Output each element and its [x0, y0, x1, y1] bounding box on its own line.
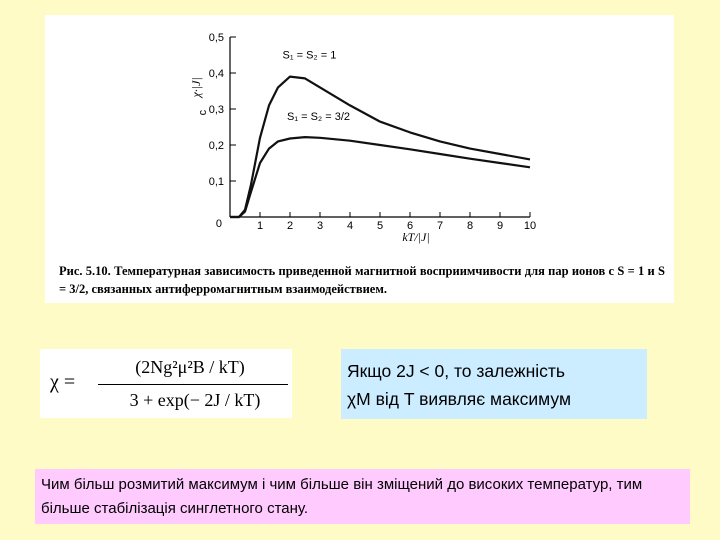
y-tick-label: 0,1 — [208, 176, 224, 188]
x-tick-label: 1 — [256, 220, 264, 232]
x-tick-label: 4 — [346, 220, 354, 232]
info-line-1: Якщо 2J < 0, то залежність — [347, 361, 566, 381]
formula-numerator: (2Ng²μ²B / kT) — [135, 357, 245, 377]
formula-box — [40, 349, 292, 418]
y-axis-subscript: c — [197, 109, 209, 116]
y-axis-title: χ·|J| — [189, 77, 203, 98]
info-line-2: χM від T виявляє максимум — [347, 389, 571, 409]
x-tick-label: 3 — [316, 220, 324, 232]
formula-lhs: χ = — [50, 371, 76, 393]
info-box — [341, 349, 647, 419]
x-tick-label: 6 — [406, 220, 414, 232]
series-label: S₁ = S₂ = 1 — [282, 49, 337, 62]
x-tick-label: 2 — [286, 220, 294, 232]
x-tick-label: 7 — [436, 220, 444, 232]
fraction-bar — [98, 384, 288, 385]
figure-panel — [45, 15, 674, 303]
y-tick-label: 0,4 — [208, 68, 224, 80]
y-tick-label: 0,2 — [208, 140, 224, 152]
formula-denominator: 3 + exp(− 2J / kT) — [129, 390, 261, 410]
series-line — [230, 77, 530, 217]
conclusion-text: Чим більш розмитий максимум і чим більше він зміщений до високих температур, тим більше стабілізація синглетного стану. — [41, 476, 643, 517]
x-axis-title: kT/|J| — [402, 230, 430, 244]
susceptibility-chart — [45, 15, 674, 303]
series-line — [230, 137, 530, 217]
conclusion-box — [35, 469, 690, 524]
y-tick-label: 0,5 — [208, 32, 224, 44]
figure-caption: Рис. 5.10. Температурная зависимость приведенной магнитной восприимчивости для пар ионов с S = 1 и S = 3/2, связанных антиферромагнитным взаимодействием. — [59, 264, 665, 296]
x-tick-label: 9 — [496, 220, 504, 232]
x-tick-label: 5 — [376, 220, 384, 232]
y-tick-label: 0,3 — [208, 104, 224, 116]
x-tick-label: 10 — [523, 220, 537, 232]
series-label: S₁ = S₂ = 3/2 — [287, 110, 351, 123]
origin-tick-label: 0 — [215, 218, 222, 230]
x-tick-label: 8 — [466, 220, 474, 232]
